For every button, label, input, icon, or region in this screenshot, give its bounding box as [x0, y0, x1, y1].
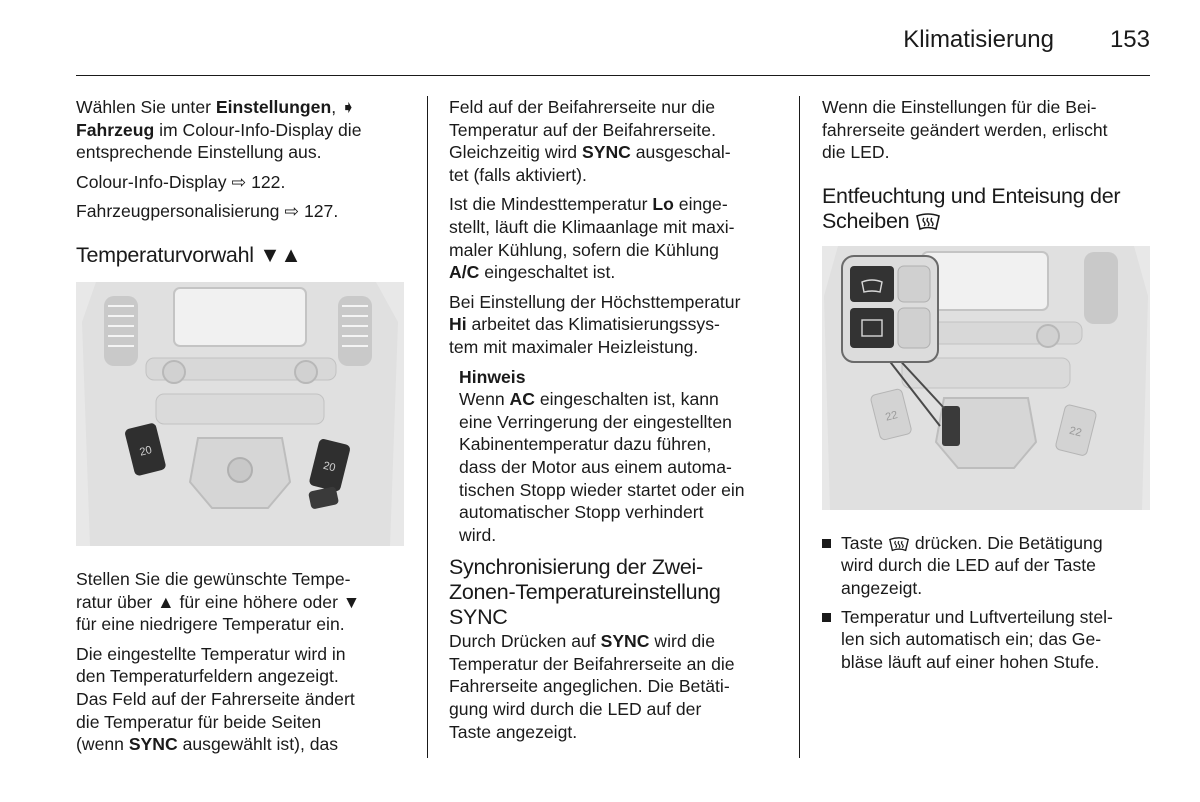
left-temperature-display: 20 [138, 444, 154, 459]
instruction-paragraph: Stellen Sie die gewünschte Tempe- ratur über ▲ für eine höhere oder ▼ für eine niedrigere Temperatur ein. [76, 568, 361, 635]
column-1 [76, 96, 408, 763]
reference-arrow-icon: ⇨ [284, 201, 300, 222]
reference-arrow-icon: ⇨ [231, 171, 247, 192]
fig2-right-temperature-display: 22 [1068, 424, 1083, 440]
windscreen-defrost-icon [915, 213, 941, 231]
paragraph-max-temperature: Bei Einstellung der Höchsttemperatur Hi arbeitet das Klimatisierungssys- tem mit maximaler Heizleistung. [449, 291, 741, 357]
column-2 [449, 96, 779, 750]
section-heading-sync: Synchronisierung der Zwei- Zonen-Temperatureinstellung SYNC [449, 555, 721, 630]
display-paragraph: Die eingestellte Temperatur wird in den Temperaturfeldern angezeigt. Das Feld auf der Fahrerseite ändert die Temperatur für beide Seiten (wenn SYNC ausgewählt ist), das [76, 643, 355, 755]
fig2-left-temperature-display: 22 [884, 408, 899, 424]
note-heading: Hinweis [459, 366, 526, 387]
note-body: Wenn AC eingeschalten ist, kann eine Verringerung der eingestellten Kabinentemperatur dazu führen, dass der Motor aus einem automa- tischen Stopp wieder startet oder ein automatischer Stopp verhindert wird. [459, 389, 745, 545]
page-header [76, 26, 1150, 54]
list-item: Taste drücken. Die Betätigung wird durch die LED auf der Taste angezeigt. [822, 532, 1152, 600]
menu-einstellungen: Einstellungen [215, 97, 332, 117]
section-heading-defog: Entfeuchtung und Enteisung der Scheiben [822, 183, 1121, 233]
column-divider-2 [799, 96, 800, 758]
page-number: 153 [1109, 26, 1150, 53]
cross-reference-personalisation: Fahrzeugpersonalisierung ⇨ 127. [76, 201, 339, 222]
column-divider-1 [427, 96, 428, 758]
paragraph-sync: Durch Drücken auf SYNC wird die Temperatur der Beifahrerseite an die Fahrerseite angeglichen. Die Betäti- gung wird durch die LED auf der Taste angezeigt. [449, 631, 735, 742]
climate-panel-figure [76, 282, 404, 546]
list-item: Temperatur und Luftverteilung stel- len sich automatisch ein; das Ge- bläse läuft auf einer hohen Stufe. [822, 606, 1152, 674]
bullet-marker [822, 539, 831, 548]
defrost-panel-figure [822, 246, 1150, 510]
paragraph-min-temperature: Ist die Mindesttemperatur Lo einge- stellt, läuft die Klimaanlage mit maxi- maler Kühlung, sofern die Kühlung A/C eingeschaltet ist. [449, 194, 735, 283]
menu-arrow-icon: ➧ [341, 97, 356, 117]
page-header-title: Klimatisierung [903, 26, 1054, 53]
right-temperature-display: 20 [321, 459, 337, 475]
column-3 [822, 96, 1152, 679]
bullet-marker [822, 613, 831, 622]
paragraph-led-off: Wenn die Einstellungen für die Bei- fahrerseite geändert werden, erlischt die LED. [822, 97, 1108, 163]
menu-fahrzeug: Fahrzeug [76, 119, 155, 140]
windscreen-defrost-icon [888, 537, 910, 552]
section-heading-temperature: Temperaturvorwahl ▼▲ [76, 242, 302, 267]
cross-reference-display: Colour-Info-Display ⇨ 122. [76, 171, 286, 192]
paragraph-passenger-side: Feld auf der Beifahrerseite nur die Temperatur auf der Beifahrerseite. Gleichzeitig wird SYNC ausgeschal- tet (falls aktiviert). [449, 97, 731, 185]
intro-paragraph: Wählen Sie unter Einstellungen, ➧ Fahrzeug im Colour-Info-Display die entsprechende Einstellung aus. [76, 97, 362, 163]
header-rule [76, 75, 1150, 76]
